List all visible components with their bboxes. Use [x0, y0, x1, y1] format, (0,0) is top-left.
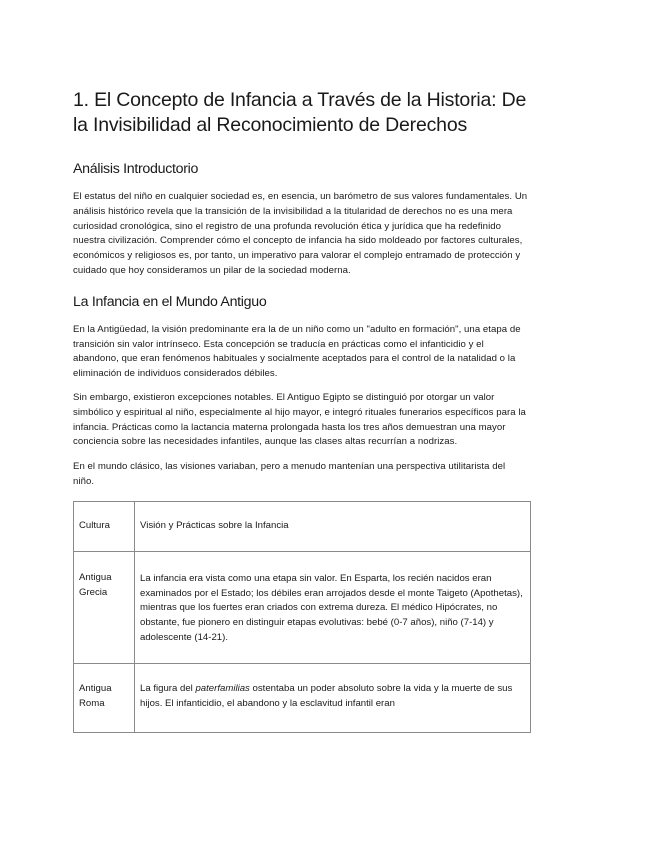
- paterfamilias-term: paterfamilias: [195, 682, 250, 694]
- description-cell: [135, 664, 530, 712]
- culture-cell: Antigua Grecia: [79, 571, 112, 598]
- description-text-end: ostentaba un poder absoluto sobre la vida y la muerte de sus hijos. El infanticidio, el abandono y la esclavitud infantil eran: [140, 682, 513, 709]
- description-cell: La infancia era vista como una etapa sin valor. En Esparta, los recién nacidos eran examinados por el Estado; los débiles eran arrojados desde el monte Taigeto (Apothetas), mientras que los fuertes eran criados con extrema dureza. El médico Hipócrates, no obstante, fue pionero en distinguir etapas evolutivas: bebé (0-7 años), niño (7-14) y adolescente (14-21).: [140, 572, 523, 643]
- section-heading-ancient-world: La Infancia en el Mundo Antiguo: [73, 293, 267, 310]
- culture-table: [73, 501, 531, 733]
- ancient-paragraph-3: En el mundo clásico, las visiones variaban, pero a menudo mantenían una perspectiva utilitarista del niño.: [73, 461, 506, 487]
- ancient-paragraph-2: Sin embargo, existieron excepciones notables. El Antiguo Egipto se distinguió por otorgar un valor simbólico y espiritual al niño, especialmente al hijo mayor, e integró rituales funerarios específicos para la infancia. Prácticas como la lactancia materna prolongada hasta los tres años demuestran una mayor conciencia sobre las necesidades infantiles, aunque las clases altas recurrían a nodrizas.: [73, 391, 526, 448]
- header-culture: Cultura: [79, 519, 110, 531]
- header-vision: Visión y Prácticas sobre la Infancia: [140, 519, 289, 531]
- document-title: 1. El Concepto de Infancia a Través de la Historia: De la Invisibilidad al Reconocimiento de Derechos: [73, 89, 527, 136]
- description-text-start: La figura del: [140, 682, 196, 694]
- ancient-paragraph-1: En la Antigüedad, la visión predominante era la de un niño como un "adulto en formación", una etapa de transición sin valor intrínseco. Esta concepción se traducía en prácticas como el infanticidio y el abandono, que eran fenómenos habituales y socialmente aceptados para el control de la natalidad o la eliminación de individuos considerados débiles.: [73, 323, 521, 380]
- culture-cell: Antigua Roma: [79, 682, 112, 709]
- document-page: [73, 88, 528, 733]
- intro-paragraph: El estatus del niño en cualquier sociedad es, en esencia, un barómetro de sus valores fundamentales. Un análisis histórico revela que la transición de la invisibilidad a la titularidad de derechos no es una mera curiosidad cronológica, sino el registro de una profunda revolución ética y jurídica que ha redefinido nuestra civilización. Comprender cómo el concepto de infancia ha sido moldeado por factores culturales, económicos y religiosos es, por tanto, un imperativo para valorar el complejo entramado de protección y cuidado que hoy consideramos un pilar de la sociedad moderna.: [73, 191, 528, 276]
- table-row: [74, 551, 531, 663]
- section-heading-intro: Análisis Introductorio: [73, 161, 199, 177]
- table-row: [74, 663, 531, 732]
- table-header-row: [74, 501, 531, 551]
